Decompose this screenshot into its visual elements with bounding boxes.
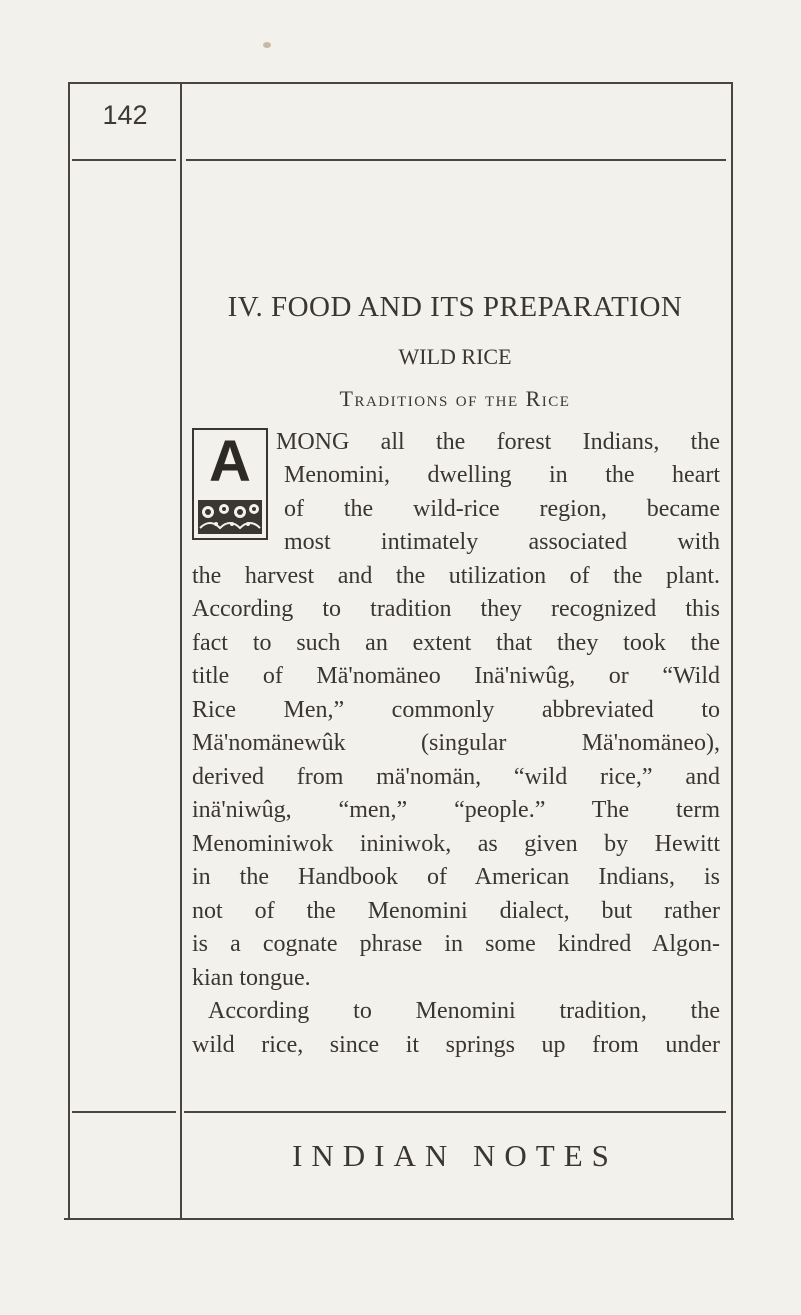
frame-footer-rule-left	[72, 1111, 176, 1113]
text-line: in the Handbook of American Indians, is	[192, 864, 720, 890]
page-number: 142	[102, 100, 148, 130]
text-line: most intimately associated with	[284, 529, 720, 555]
running-footer: INDIAN NOTES	[292, 1138, 618, 1173]
drop-cap-initial	[192, 428, 268, 540]
text-line: derived from mä'nomän, “wild rice,” and	[192, 764, 720, 790]
frame-header-rule-right	[186, 159, 726, 161]
text-line: is a cognate phrase in some kindred Algon-	[192, 931, 720, 957]
drop-cap-letter: A	[209, 429, 251, 494]
text-line: Menominiwok ininiwok, as given by Hewitt	[192, 831, 720, 857]
frame-footer-rule-right	[184, 1111, 726, 1113]
frame-header-rule-left	[72, 159, 176, 161]
text-line: inä'niwûg, “men,” “people.” The term	[192, 797, 720, 823]
text-line: According to Menomini tradition, the	[208, 998, 720, 1024]
text-line: According to tradition they recognized this	[192, 596, 720, 622]
frame-left-rule	[68, 82, 70, 1220]
frame-top-rule	[68, 82, 731, 84]
section-title: WILD RICE	[398, 344, 512, 369]
text-line: MONG all the forest Indians, the	[276, 429, 720, 455]
chapter-title: IV. FOOD AND ITS PREPARATION	[227, 291, 683, 323]
text-line: the harvest and the utilization of the plant.	[192, 563, 720, 589]
frame-margin-rule	[180, 82, 182, 1220]
text-line: not of the Menomini dialect, but rather	[192, 898, 720, 924]
floral-ornament-icon	[198, 500, 262, 534]
text-line: kian tongue.	[192, 965, 311, 991]
subsection-title: Traditions of the Rice	[339, 386, 571, 411]
text-line: fact to such an extent that they took the	[192, 630, 720, 656]
text-line: title of Mä'nomäneo Inä'niwûg, or “Wild	[192, 663, 720, 689]
frame-right-rule	[731, 82, 733, 1220]
text-line: of the wild-rice region, became	[284, 496, 720, 522]
text-line: Rice Men,” commonly abbreviated to	[192, 697, 720, 723]
frame-bottom-rule	[64, 1218, 734, 1220]
page-smudge	[263, 42, 271, 48]
text-line: Mä'nomänewûk (singular Mä'nomäneo),	[192, 730, 720, 756]
text-line: wild rice, since it springs up from under	[192, 1032, 720, 1058]
text-line: Menomini, dwelling in the heart	[284, 462, 720, 488]
